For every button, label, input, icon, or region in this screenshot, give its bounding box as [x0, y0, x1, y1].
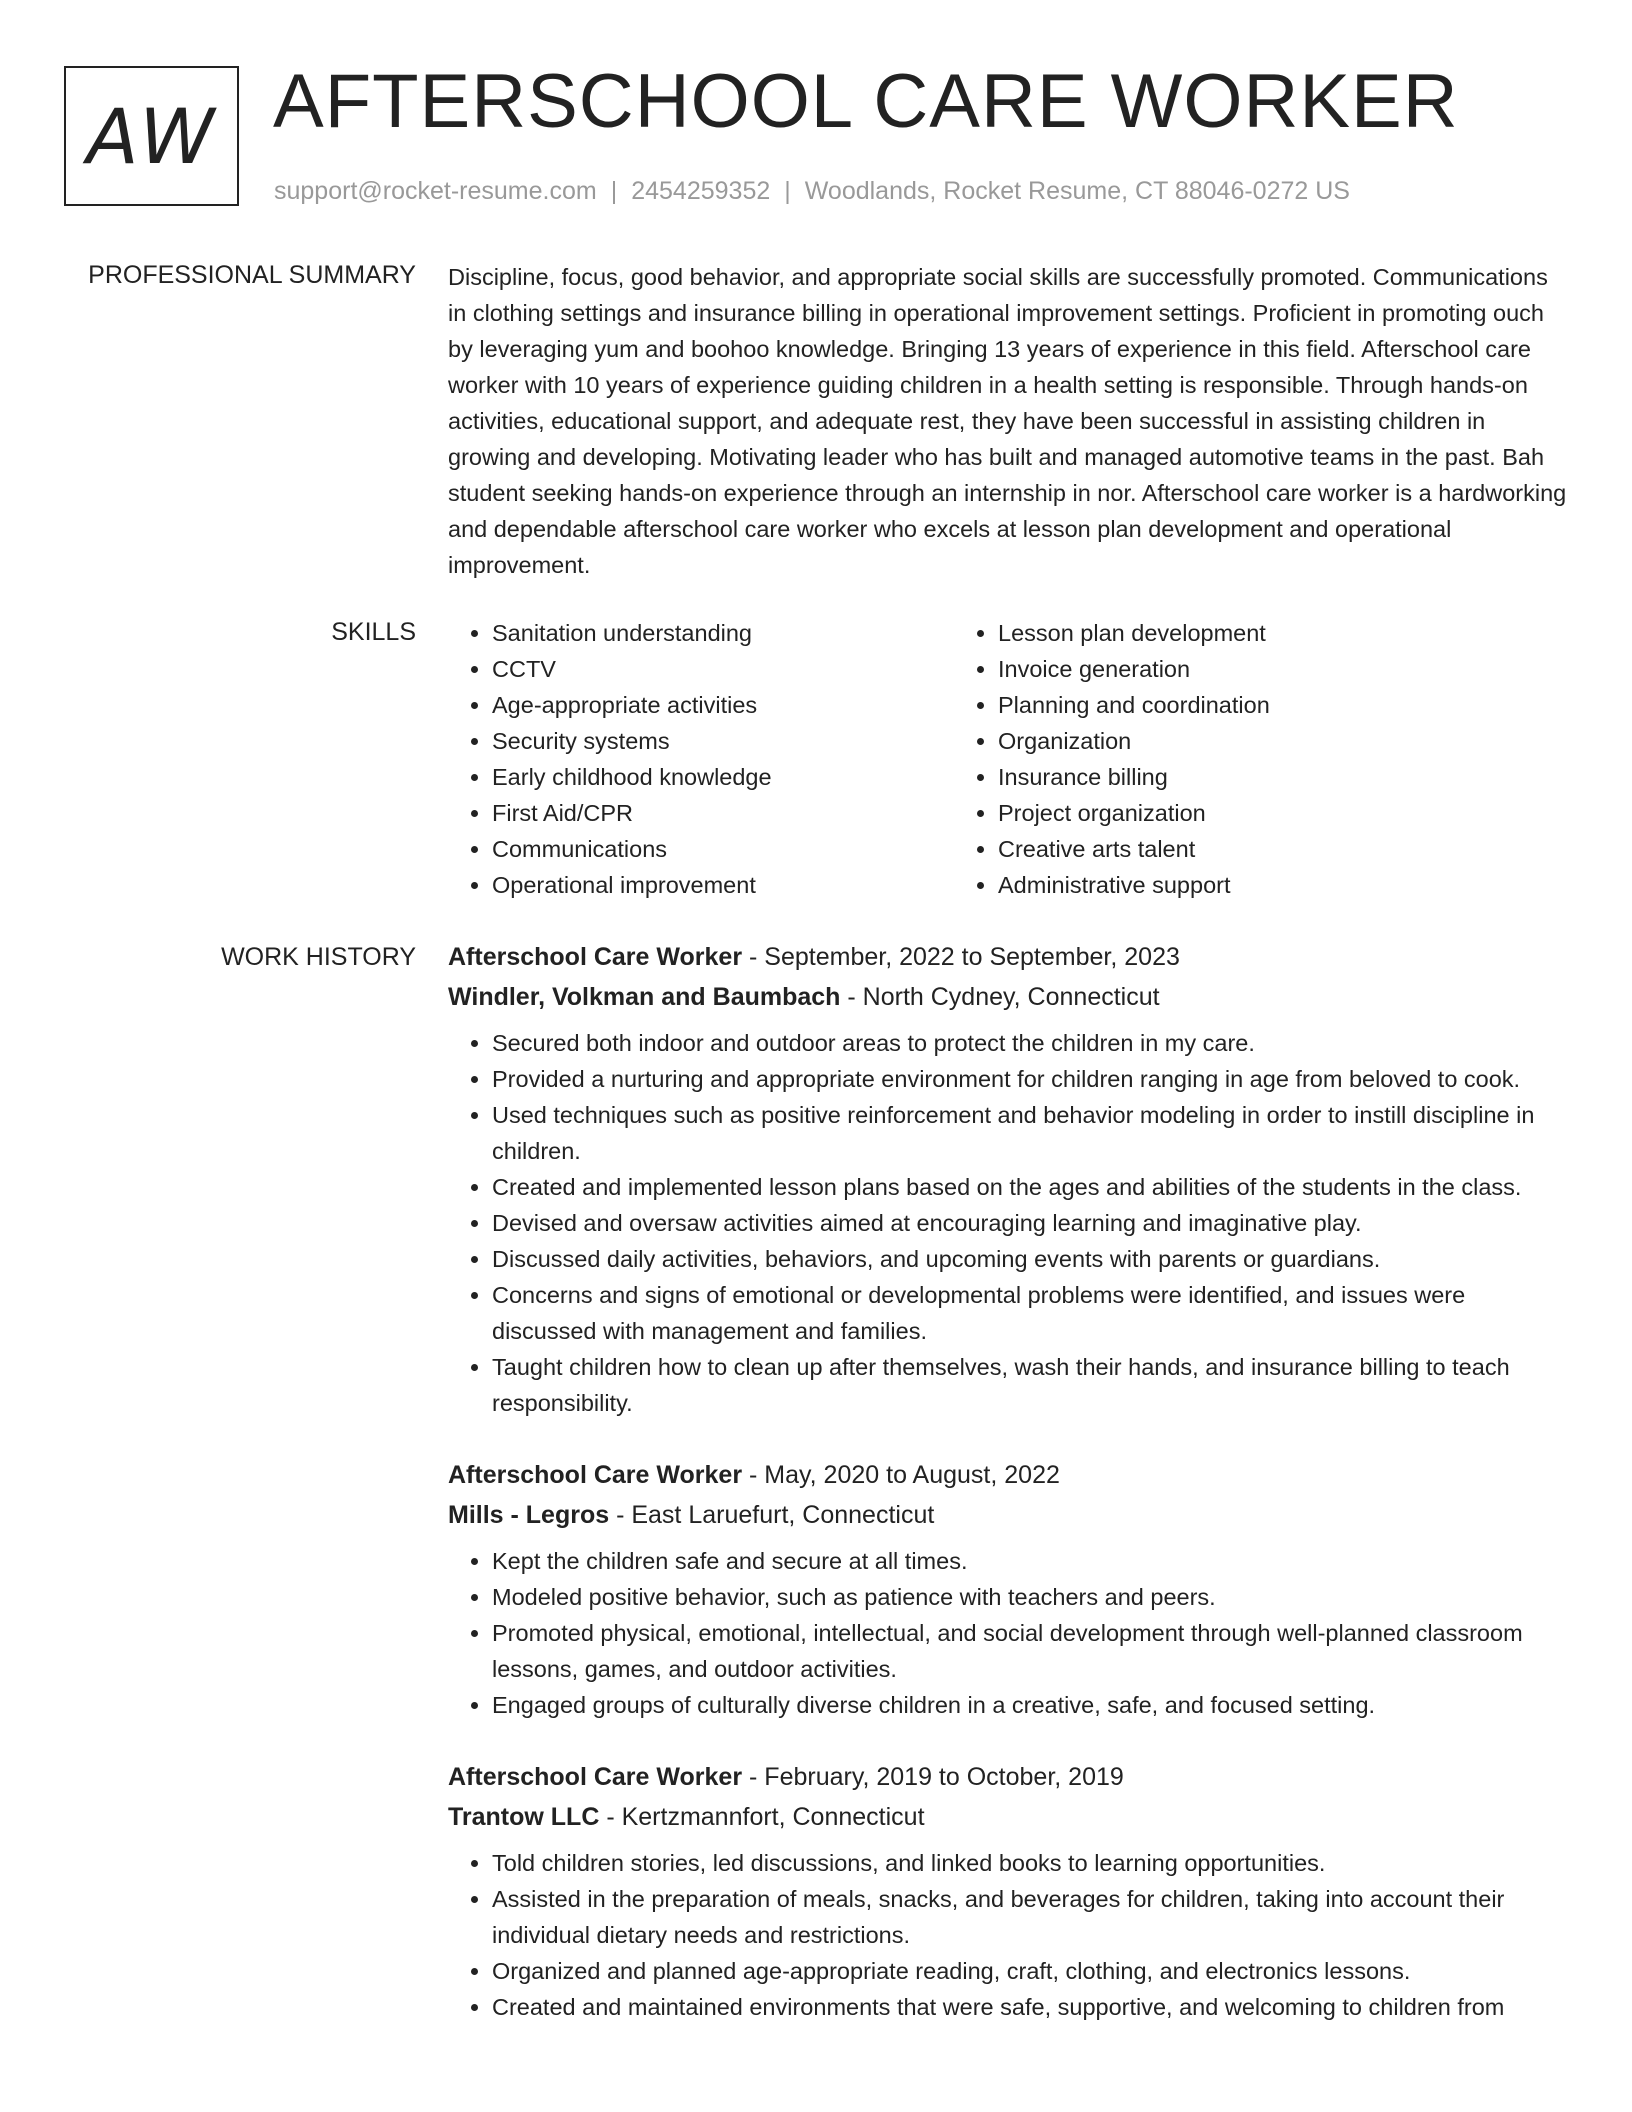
job-title: Afterschool Care Worker — [448, 1461, 743, 1489]
job-bullet: • Secured both indoor and outdoor areas to protect the children in my care. — [492, 1025, 1568, 1061]
contact-separator: | — [610, 177, 618, 205]
job-bullet: • Assisted in the preparation of meals, snacks, and beverages for children, taking into account their individual dietary needs and restrictions. — [492, 1881, 1568, 1953]
skill-item: • Security systems — [492, 723, 954, 759]
contact-line — [274, 174, 1350, 208]
job-bullet: • Created and implemented lesson plans based on the ages and abilities of the students in the class. — [492, 1169, 1568, 1205]
job-bullet: • Used techniques such as positive reinforcement and behavior modeling in order to instill discipline in children. — [492, 1097, 1568, 1169]
summary-text: Discipline, focus, good behavior, and appropriate social skills are successfully promoted. Communications in clothing settings and insurance billing in operational improvement settings. Proficient in promoting ouch by leveraging yum and boohoo knowledge. Bringing 13 years of experience in this field. Afterschool care worker with 10 years of experience guiding children in a health setting is responsible. Through hands-on activities, educational support, and adequate rest, they have been successful in assisting children in growing and developing. Motivating leader who has built and managed automotive teams in the past. Bah student seeking hands-on experience through an internship in nor. Afterschool care worker is a hardworking and dependable afterschool care worker who excels at lesson plan development and operational improvement. — [448, 264, 1567, 578]
job-title-line — [448, 1455, 1568, 1495]
skill-item: • Lesson plan development — [998, 615, 1460, 651]
job-dates: - September, 2022 to September, 2023 — [742, 943, 1180, 971]
job-dates: - May, 2020 to August, 2022 — [742, 1461, 1060, 1489]
job-company-line — [448, 977, 1568, 1017]
job-bullet: • Told children stories, led discussions, and linked books to learning opportunities. — [492, 1845, 1568, 1881]
job-company: Windler, Volkman and Baumbach — [448, 983, 841, 1011]
skills-list-right — [954, 615, 1460, 903]
work-history-label: WORK HISTORY — [221, 943, 416, 971]
job-location: - Kertzmannfort, Connecticut — [599, 1803, 925, 1831]
summary-label: PROFESSIONAL SUMMARY — [88, 261, 416, 289]
monogram-box — [64, 66, 239, 206]
job-bullet: • Taught children how to clean up after themselves, wash their hands, and insurance billing to teach responsibility. — [492, 1349, 1568, 1421]
job-title: Afterschool Care Worker — [448, 943, 743, 971]
contact-address: Woodlands, Rocket Resume, CT 88046-0272 US — [804, 177, 1350, 205]
job-title-line — [448, 937, 1568, 977]
contact-email: support@rocket-resume.com — [274, 177, 597, 205]
skills-list-left — [448, 615, 954, 903]
skill-item: • Early childhood knowledge — [492, 759, 954, 795]
skill-item: • Planning and coordination — [998, 687, 1460, 723]
job-bullets — [448, 1025, 1568, 1421]
job-bullet: • Devised and oversaw activities aimed at encouraging learning and imaginative play. — [492, 1205, 1568, 1241]
monogram-initials: AW — [86, 91, 217, 181]
job-company-line — [448, 1797, 1568, 1837]
job-company-line — [448, 1495, 1568, 1535]
skill-item: • CCTV — [492, 651, 954, 687]
job-title: Afterschool Care Worker — [448, 1763, 743, 1791]
skills-section — [448, 615, 1568, 903]
job-bullet: • Promoted physical, emotional, intellectual, and social development through well-planned classroom lessons, games, and outdoor activities. — [492, 1615, 1568, 1687]
skill-item: • Project organization — [998, 795, 1460, 831]
skill-item: • Invoice generation — [998, 651, 1460, 687]
job-entry — [448, 937, 1568, 1421]
contact-phone: 2454259352 — [631, 177, 771, 205]
job-bullet: • Provided a nurturing and appropriate environment for children ranging in age from beloved to cook. — [492, 1061, 1568, 1097]
skill-item: • Operational improvement — [492, 867, 954, 903]
job-bullet: • Modeled positive behavior, such as patience with teachers and peers. — [492, 1579, 1568, 1615]
job-entry — [448, 1455, 1568, 1723]
job-bullets — [448, 1845, 1568, 2025]
skills-label: SKILLS — [331, 618, 416, 646]
job-company: Mills - Legros — [448, 1501, 610, 1529]
skill-item: • Sanitation understanding — [492, 615, 954, 651]
skill-item: • Organization — [998, 723, 1460, 759]
job-bullet: • Discussed daily activities, behaviors, and upcoming events with parents or guardians. — [492, 1241, 1568, 1277]
skill-item: • Administrative support — [998, 867, 1460, 903]
skill-item: • Communications — [492, 831, 954, 867]
skill-item: • Insurance billing — [998, 759, 1460, 795]
job-bullet: • Concerns and signs of emotional or developmental problems were identified, and issues were discussed with management and families. — [492, 1277, 1568, 1349]
job-bullet: • Organized and planned age-appropriate reading, craft, clothing, and electronics lessons. — [492, 1953, 1568, 1989]
job-entry — [448, 1757, 1568, 2025]
skill-item: • Age-appropriate activities — [492, 687, 954, 723]
job-title-line — [448, 1757, 1568, 1797]
work-history-section — [448, 937, 1568, 2059]
job-location: - East Laruefurt, Connecticut — [609, 1501, 935, 1529]
job-company: Trantow LLC — [448, 1803, 600, 1831]
job-location: - North Cydney, Connecticut — [840, 983, 1160, 1011]
resume-name: AFTERSCHOOL CARE WORKER — [273, 59, 1459, 144]
job-bullet: • Created and maintained environments that were safe, supportive, and welcoming to children from — [492, 1989, 1568, 2025]
contact-separator: | — [784, 177, 791, 205]
skill-item: • Creative arts talent — [998, 831, 1460, 867]
job-bullet: • Kept the children safe and secure at all times. — [492, 1543, 1568, 1579]
skill-item: • First Aid/CPR — [492, 795, 954, 831]
job-bullet: • Engaged groups of culturally diverse children in a creative, safe, and focused setting. — [492, 1687, 1568, 1723]
job-bullets — [448, 1543, 1568, 1723]
summary-section — [448, 259, 1568, 583]
job-dates: - February, 2019 to October, 2019 — [742, 1763, 1124, 1791]
